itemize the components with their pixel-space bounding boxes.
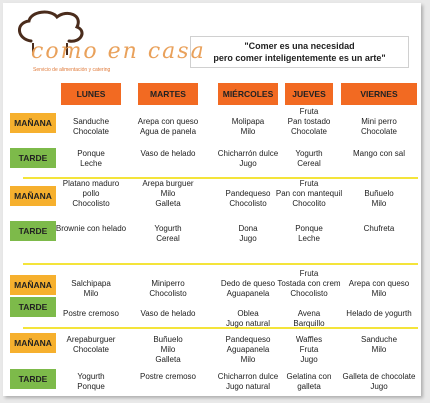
menu-cell-week3-manana-viernes <box>319 279 421 299</box>
menu-item: Chocolate <box>72 345 110 354</box>
menu-item: Helado de yogurth <box>346 309 412 318</box>
menu-item: Arepaburguer <box>66 335 116 344</box>
menu-item: Salchipapa <box>71 279 111 288</box>
week-divider <box>23 263 418 265</box>
menu-item: Gelatina con <box>286 372 332 381</box>
menu-item: Galleta <box>155 355 181 364</box>
menu-item: Ponque <box>77 149 105 158</box>
menu-item: galleta <box>297 382 321 391</box>
menu-item: Chicharron dulce <box>217 372 279 381</box>
menu-item: Oblea <box>237 309 259 318</box>
menu-cell-week4-tarde-viernes <box>319 372 421 392</box>
menu-item: Chocolito <box>292 199 326 208</box>
day-header-martes: MARTES <box>138 83 198 105</box>
menu-item: Leche <box>80 159 102 168</box>
label-tarde-3: TARDE <box>10 297 56 317</box>
quote-line-1: "Comer es una necesidad <box>244 41 355 51</box>
menu-item: Agua de panela <box>139 127 197 136</box>
menu-item: Jugo <box>300 355 318 364</box>
menu-cell-week1-tarde-viernes <box>319 149 421 159</box>
menu-item: Milo <box>160 345 176 354</box>
menu-item: Platano maduro <box>62 179 120 188</box>
menu-item: Buñuelo <box>153 335 183 344</box>
menu-item: Postre cremoso <box>139 372 197 381</box>
day-header-lunes: LUNES <box>61 83 121 105</box>
label-manana-2: MAÑANA <box>10 186 56 206</box>
menu-item: Sanduche <box>360 335 398 344</box>
menu-item: Pandequeso <box>225 189 271 198</box>
menu-item: Chocolate <box>360 127 398 136</box>
menu-cell-week4-manana-viernes <box>319 335 421 355</box>
menu-item: Chocolisto <box>72 199 110 208</box>
menu-item: Chocolate <box>290 127 328 136</box>
menu-item: Yogurth <box>77 372 105 381</box>
label-tarde-2: TARDE <box>10 221 56 241</box>
menu-item: Yogurth <box>154 224 182 233</box>
menu-item: Jugo natural <box>225 382 271 391</box>
menu-item: Jugo <box>239 159 257 168</box>
menu-cell-week3-tarde-viernes <box>319 309 421 319</box>
menu-item: Milo <box>240 355 256 364</box>
label-manana-4: MAÑANA <box>10 333 56 353</box>
menu-item: Vaso de helado <box>140 309 196 318</box>
menu-item: Cereal <box>156 234 180 243</box>
menu-item: Chocolisto <box>290 289 328 298</box>
menu-cell-week2-tarde-viernes <box>319 224 421 234</box>
menu-item: Avena <box>297 309 321 318</box>
menu-item: Buñuelo <box>364 189 394 198</box>
menu-item: Vaso de helado <box>140 149 196 158</box>
menu-item: Chufreta <box>363 224 395 233</box>
day-header-miercoles: MIÉRCOLES <box>218 83 278 105</box>
menu-item: Ponque <box>77 382 105 391</box>
menu-item: Molipapa <box>231 117 265 126</box>
menu-item: Galleta de chocolate <box>342 372 416 381</box>
menu-item: Yogurth <box>295 149 323 158</box>
menu-item: Chocolisto <box>149 289 187 298</box>
menu-item: Galleta <box>155 199 181 208</box>
quote-line-2: pero comer inteligentemente es un arte" <box>213 53 386 63</box>
menu-item: Leche <box>298 234 320 243</box>
menu-sheet <box>3 3 421 396</box>
menu-item: Dona <box>238 224 258 233</box>
menu-item: Milo <box>83 289 99 298</box>
menu-item: Milo <box>371 199 387 208</box>
label-tarde-1: TARDE <box>10 148 56 168</box>
menu-item: Chocolate <box>72 127 110 136</box>
menu-item: Jugo natural <box>225 319 271 328</box>
day-header-viernes: VIERNES <box>341 83 417 105</box>
menu-item: Milo <box>371 289 387 298</box>
menu-item: Sanduche <box>72 117 110 126</box>
day-header-jueves: JUEVES <box>285 83 333 105</box>
menu-item: Pandequeso <box>225 335 271 344</box>
menu-item: Waffles <box>295 335 323 344</box>
menu-item: pollo <box>82 189 100 198</box>
menu-item: Pan con mantequil <box>275 189 343 198</box>
brand-logo <box>11 9 206 79</box>
menu-item: Jugo <box>370 382 388 391</box>
menu-item: Arepa con queso <box>137 117 199 126</box>
menu-item: Aguapanela <box>226 289 270 298</box>
menu-item: Fruta <box>299 269 319 278</box>
menu-item: Ponque <box>295 224 323 233</box>
menu-item: Fruta <box>299 179 319 188</box>
menu-item: Milo <box>371 345 387 354</box>
menu-item: Chocolisto <box>229 199 267 208</box>
menu-item: Miniperro <box>151 279 185 288</box>
menu-item: Arepa con queso <box>348 279 410 288</box>
menu-item: Aguapanela <box>226 345 270 354</box>
menu-item: Chicharrón dulce <box>217 149 279 158</box>
menu-cell-week1-manana-viernes <box>319 117 421 137</box>
menu-item: Barquillo <box>293 319 325 328</box>
menu-item: Milo <box>160 189 176 198</box>
menu-item: Dedo de queso <box>220 279 276 288</box>
quote-box <box>190 36 409 68</box>
menu-item: Mango con sal <box>352 149 406 158</box>
menu-item: Mini perro <box>361 117 397 126</box>
brand-name: como en casa <box>31 39 206 64</box>
menu-item: Milo <box>240 127 256 136</box>
label-manana-3: MAÑANA <box>10 275 56 295</box>
menu-item: Tostada con crem <box>277 279 341 288</box>
menu-item: Postre cremoso <box>62 309 120 318</box>
menu-item: Brownie con helado <box>55 224 127 233</box>
menu-item: Fruta <box>299 345 319 354</box>
menu-item: Arepa burguer <box>142 179 194 188</box>
brand-tagline: Servicio de alimentación y catering <box>33 67 111 73</box>
menu-item: Fruta <box>299 107 319 116</box>
label-manana-1: MAÑANA <box>10 113 56 133</box>
menu-cell-week2-manana-viernes <box>319 189 421 209</box>
menu-item: Jugo <box>239 234 257 243</box>
label-tarde-4: TARDE <box>10 369 56 389</box>
menu-item: Pan tostado <box>287 117 331 126</box>
menu-item: Cereal <box>297 159 321 168</box>
